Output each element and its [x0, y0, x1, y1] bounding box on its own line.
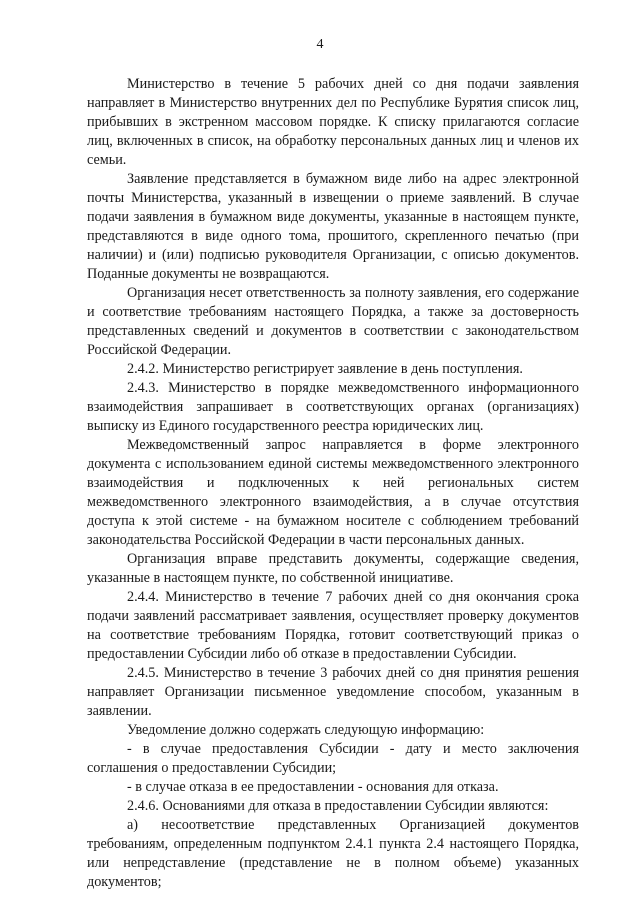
paragraph: Министерство в течение 5 рабочих дней со дня подачи заявления направляет в Министерство внутренних дел по Республике Бурятия список лиц, прибывших в экстренном массовом порядке. К списку прилагаются согласие лиц, включенных в список, на обработку персональных данных лиц и членов их семьи. [87, 76, 579, 168]
paragraph: Заявление представляется в бумажном виде либо на адрес электронной почты Министерства, указанный в извещении о приеме заявлений. В случае подачи заявления в бумажном виде документы, указанные в настоящем пункте, представляются в виде одного тома, прошитого, скрепленного печатью (при наличии) и (или) подписью руководителя Организации, с описью документов. Поданные документы не возвращаются. [87, 171, 579, 282]
paragraph: Межведомственный запрос направляется в форме электронного документа с использованием единой системы межведомственного электронного взаимодействия и подключенных к ней региональных систем межведомственного электронного взаимодействия, а в случае отсутствия доступа к этой системе - на бумажном носителе с соблюдением требований законодательства Российской Федерации в части персональных данных. [87, 437, 579, 548]
paragraph: 2.4.6. Основаниями для отказа в предоставлении Субсидии являются: [127, 798, 549, 814]
paragraph: 2.4.2. Министерство регистрирует заявление в день поступления. [127, 361, 523, 377]
paragraph: а) несоответствие представленных Организацией документов требованиям, определенным подпунктом 2.4.1 пункта 2.4 настоящего Порядка, или непредставление (представление не в полном объеме) указанных документов; [87, 817, 579, 890]
paragraph: - в случае предоставления Субсидии - дату и место заключения соглашения о предоставлении Субсидии; [87, 741, 579, 776]
paragraph: 2.4.3. Министерство в порядке межведомственного информационного взаимодействия запрашивает в соответствующих органах (организациях) выписку из Единого государственного реестра юридических лиц. [87, 380, 579, 434]
paragraph: Организация несет ответственность за полноту заявления, его содержание и соответствие требованиям настоящего Порядка, а также за достоверность представленных сведений и документов в соответствии с законодательством Российской Федерации. [87, 285, 579, 358]
paragraph: 2.4.4. Министерство в течение 7 рабочих дней со дня окончания срока подачи заявлений рассматривает заявления, осуществляет проверку документов на соответствие требованиям Порядка, готовит соответствующий приказ о предоставлении Субсидии либо об отказе в предоставлении Субсидии. [87, 589, 579, 662]
paragraph: Организация вправе представить документы, содержащие сведения, указанные в настоящем пункте, по собственной инициативе. [87, 551, 579, 586]
page-number: 4 [316, 37, 324, 52]
paragraph: - в случае отказа в ее предоставлении - основания для отказа. [127, 779, 499, 795]
document-body [87, 75, 579, 892]
paragraph: 2.4.5. Министерство в течение 3 рабочих дней со дня принятия решения направляет Организации письменное уведомление способом, указанным в заявлении. [87, 665, 579, 719]
paragraph: Уведомление должно содержать следующую информацию: [127, 722, 485, 738]
